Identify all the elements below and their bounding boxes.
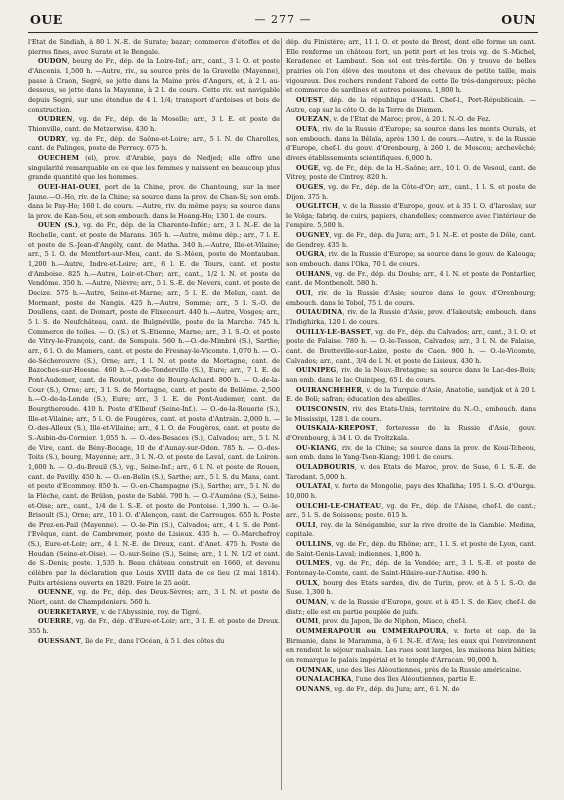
entry-headword: OUEI-HAI-OUEI xyxy=(38,182,99,191)
entry-headword: OUISKAIA-KREPOST xyxy=(296,424,376,433)
entry-text: , vg. de Fr., dép. de l'Aisne, chef-l. de cant.; arr., 5 l. S. de Soissons; poste. 615 h. xyxy=(286,501,536,520)
entry-headword: OUDREN xyxy=(38,115,73,124)
dictionary-entry xyxy=(286,617,536,627)
entry-text: , v. de la Russie d'Europe, gouv. et à 35 l. O. d'Iaroslav, sur le Volga; fabriq. de cuirs, papiers, chandelles; commerce avec l'intérieur de l'empire. 5,500 h. xyxy=(286,202,536,230)
entry-headword: OUDRY xyxy=(38,134,66,143)
dictionary-entry xyxy=(286,463,536,482)
entry-headword: OUENNE xyxy=(38,588,73,597)
dictionary-entry xyxy=(28,57,280,115)
entry-text: , dép. de la république d'Haïti. Chef-l., Port-Républicain. — Autre, cap sur la côte O. de la Terre de Diemen. xyxy=(286,95,536,114)
dictionary-entry xyxy=(28,183,280,222)
entry-text: , v. de la Russie d'Europe, gouv. et à 45 l. S. de Kiev, chef-l. de distr.; elle est en partie peuplée de juifs. xyxy=(286,598,536,616)
left-column xyxy=(28,38,280,790)
entry-headword: OUNANS xyxy=(296,684,331,693)
entry-headword: OUI xyxy=(296,289,311,298)
entry-text: , riv. de la Russie d'Asie, prov. d'Iakoutsk; embouch. dans l'Indighirka, 120 l. de cours. xyxy=(286,308,536,327)
entry-text: , v. de l'Etat de Maroc; prov., à 20 l. N.-O. de Fez. xyxy=(329,115,491,124)
column-divider xyxy=(281,38,282,790)
entry-headword: OULCHI-LE-CHATEAU xyxy=(296,501,382,510)
entry-text: , forteresse de la Russie d'Asie, gouv. d'Orenbourg, à 34 l. O. de Troïtzkaïa. xyxy=(286,424,536,442)
entry-headword: OUISCONSIN xyxy=(296,404,348,413)
entry-headword: OULATAI xyxy=(296,482,331,491)
entry-text: , vg. de Fr., dép. d'Eure-et-Loir; arr., 3 l. E. et poste de Dreux. 355 h. xyxy=(28,617,280,636)
dictionary-entry xyxy=(28,221,280,588)
entry-text: , vg. de Fr., dép. du Jura; arr., 6 l. N. de xyxy=(330,684,460,693)
entry-text: , bourg des Etats sardes, div. de Turin, prov. et à 5 l. S.-O. de Suse. 1,300 h. xyxy=(286,578,536,597)
dictionary-entry xyxy=(286,444,536,463)
entry-headword: OULMES xyxy=(296,559,330,568)
dictionary-entry xyxy=(28,637,280,647)
dictionary-entry xyxy=(28,135,280,154)
entry-headword: OUMAN xyxy=(296,598,327,607)
entry-text: , riv. de la Chine; sa source dans la prov. de Koui-Tcheou, son emb. dans le Yang-Tsen-Kiang; 100 l. de cours. xyxy=(286,443,536,462)
dictionary-entry xyxy=(28,115,280,134)
page-header xyxy=(28,10,538,33)
entry-headword: OUGLITCH xyxy=(296,202,339,211)
entry-text: , vg. de Fr., dép. du Calvados; arr., cant., 3 l. O. et poste de Falaise. 780 h. — O.-le-Tesson, Calvados; arr., 3 l. N. de Falaise, cant. de Bretteville-sur-Laize, poste de Caen. 900 h. — O.-le-Vicomte, Calvados; arr., cant., 3/4 de l. N. et poste de Lisieux. 430 h. xyxy=(286,327,536,365)
entry-text: , une des îles Aléoutiennes, près de la Russie américaine. xyxy=(332,665,522,674)
entry-text: , riv. de la Russie d'Europe; sa source dans les monts Ourals, et son embouch. dans la Bêlaïa, après 130 l. de cours.—Autre, v. de la Russie d'Europe, chef-l. du gouv. d'Orenbourg, à 260 l. de Moscou; archevêché; divers établissements scientifiques. 6,000 h. xyxy=(286,124,536,162)
entry-headword: OUGNEY xyxy=(296,231,330,240)
entry-text: , v. de l'Abyssinie, roy. de Tigré. xyxy=(96,607,202,616)
entry-text: , prov. du Japon, île de Niphon, Miaco, chef-l. xyxy=(318,617,467,626)
dictionary-entry xyxy=(286,502,536,521)
entry-text: , v. des Etats de Maroc, prov. de Suse, 6 l. S.-E. de Tarodant. 5,000 h. xyxy=(286,462,536,481)
running-head-right: OUN xyxy=(501,12,536,27)
entry-text: , vg. de Fr., dép. de la Moselle; arr., 3 l. E. et poste de Thionville, cant. de Metzerwise. 430 h. xyxy=(28,115,280,133)
dictionary-entry xyxy=(286,164,536,183)
entry-text: , v. forte et cap. de la Birmanie, dans le Maramma, à 6 l. N.-E. d'Ava; les eaux qui l'environnent en rendent le séjour malsain. Les rues sont larges, les maisons bien bâties; on remarque le palais impérial et le temple d'Arracan. 90,000 h. xyxy=(286,627,536,664)
dictionary-entry xyxy=(286,202,536,231)
running-head-left: OUE xyxy=(30,12,63,27)
entry-text: , riv. des Etats-Unis, territoire du N.-O., embouch. dans le Mississipi, 128 l. de cours. xyxy=(286,404,536,423)
dictionary-entry xyxy=(286,540,536,559)
entry-headword: OUGRA xyxy=(296,250,325,259)
entry-headword: OUMMERAPOUR ou UMMERAPOURA xyxy=(296,627,447,636)
entry-text: , vg. de Fr., dép. des Deux-Sèvres; arr., 3 l. N. et poste de Niort, cant. de Champdeniers. 560 h. xyxy=(28,588,280,607)
dictionary-entry xyxy=(286,125,536,164)
entry-headword: OUERKETARYE xyxy=(38,607,97,616)
entry-text: , vg. de Fr., dép. de la Côte-d'Or; arr., cant., 1 l. S. et poste de Dijon. 375 h. xyxy=(286,182,536,201)
entry-headword: OUIRANCHEHER xyxy=(296,385,362,394)
entry-headword: OULI xyxy=(296,520,316,529)
dictionary-entry xyxy=(286,115,536,125)
dictionary-entry xyxy=(286,231,536,250)
dictionary-entry xyxy=(286,183,536,202)
entry-headword: OUEZAN xyxy=(296,115,330,124)
entry-text: (el), prov. d'Arabie, pays de Nedjed; elle offre une singularité remarquable en ce que les femmes y naissent en beaucoup plus grande quantité que les hommes. xyxy=(28,153,280,182)
dictionary-entry xyxy=(286,289,536,308)
entry-headword: OUDON xyxy=(38,57,68,66)
entry-text: , bourg de Fr., dép. de la Loire-Inf.; arr., cant., 3 l. O. et poste d'Ancenis. 1,500 h. —Autre, riv., sa source près de la Gravelle (Mayenne), passe à Craon, Segré, se jette dans la Maine près d'Angers, et, à 2 l. au-dessous, se jette dans la Mayenne, à 2 l. de cours. Cette riv. est navigable depuis Segré, sur une étendue de 4 l. 1/4; transport d'ardoises et bois de construction. xyxy=(28,57,280,114)
dictionary-entry xyxy=(28,38,280,57)
entry-headword: OUIAUDINA xyxy=(296,308,343,317)
dictionary-entry xyxy=(28,617,280,636)
dictionary-entry xyxy=(286,270,536,289)
entry-headword: OUEN (S.) xyxy=(38,221,79,230)
entry-text: , riv. de la Russie d'Europe; sa source dans le gouv. de Kalouga; son embouch. dans l'Oka, 70 l. de cours. xyxy=(286,250,536,269)
entry-headword: OUHANS xyxy=(296,269,331,278)
dictionary-entry xyxy=(286,405,536,424)
dictionary-entry xyxy=(286,685,536,695)
entry-headword: OULLINS xyxy=(296,540,332,549)
entry-headword: OULADBOURIS xyxy=(296,462,355,471)
dictionary-entry xyxy=(286,328,536,367)
entry-text: , v. de la Turquie d'Asie, Anatolie, sandjak et à 20 l. E. de Boli; safran; éducation des abeilles. xyxy=(286,385,536,404)
dictionary-entry xyxy=(286,96,536,115)
dictionary-entry xyxy=(286,250,536,269)
entry-headword: OUILLY-LE-BASSET xyxy=(296,327,371,336)
dictionary-entry xyxy=(286,38,536,96)
dictionary-entry xyxy=(286,521,536,540)
dictionary-entry xyxy=(286,482,536,501)
entry-headword: OUEST xyxy=(296,95,323,104)
entry-headword: OUMI xyxy=(296,617,319,626)
entry-headword: OUESSANT xyxy=(38,636,81,645)
dictionary-entry xyxy=(28,154,280,183)
entry-text: , vg. de Fr., dép. du Doubs; arr., 4 l. N. et poste de Pontarlier, cant. de Montbenoît. 580 h. xyxy=(286,269,536,288)
dictionary-entry xyxy=(286,424,536,443)
entry-text: , port de la Chine, prov. de Chantoung, sur la mer Jaune.—O.-Ho, riv. de la Chine; sa source dans la prov. de Chan-Si; son emb. dans le Pay-Ho; 160 l. de cours. —Autre, riv. du même pays; sa source dans la prov. de Kan-Sou, et son embouch. dans le Hoang-Ho; 130 l. de cours. xyxy=(28,182,280,220)
entry-text: , vg. de Fr., dép. du Rhône; arr., 1 l. S. et poste de Lyon, cant. de Saint-Genis-Laval; indiennes. 1,800 h. xyxy=(286,540,536,558)
right-column xyxy=(286,38,536,790)
entry-headword: OUECHEM xyxy=(38,153,80,162)
entry-text: , v. forte de Mongolie, pays des Khalkha; 195 l. S.-O. d'Ourga. 10,000 h. xyxy=(286,482,536,500)
entry-headword: OULX xyxy=(296,578,318,587)
entry-text: , riv. de la Nouv.-Bretagne; sa source dans le Lac-des-Bois; son emb. dans le lac Ouinipeg, 65 l. de cours. xyxy=(286,366,536,384)
entry-headword: OUINIPEG xyxy=(296,366,337,375)
entry-text: , riv. de la Russie d'Asie; source dans le gouv. d'Orenbourg; embouch. dans le Tobol, 75 l. de cours. xyxy=(286,289,536,307)
dictionary-entry xyxy=(28,608,280,618)
entry-headword: OUNALACHKA xyxy=(296,675,352,684)
dictionary-entry xyxy=(286,308,536,327)
entry-headword: OUFA xyxy=(296,124,318,133)
entry-headword: OUGES xyxy=(296,182,324,191)
dictionary-entry xyxy=(286,598,536,617)
entry-text: , vg. de Fr., dép. de la H.-Saône; arr., 10 l. O. de Vesoul, cant. de Vitrey, poste de Cintrey. 820 h. xyxy=(286,163,536,182)
entry-text: , roy. de la Sénégambie, sur la rive droite de la Gambie. Medina, capitale. xyxy=(286,520,536,539)
page-number: — 277 — xyxy=(254,13,312,26)
dictionary-entry xyxy=(286,675,536,685)
entry-text: dép. du Finistère; arr., 11 l. O. et poste de Brest, dont elle forme un cant. Elle renferme un château fort, un petit port et les trois vg. de S.-Michel, Keradenec et Lambaut. Son sol est très-fertile. On y trouve de belles prairies où l'on élève des moutons et des chevaux de petite taille, mais vigoureux. Des rochers rendent l'abord de cette île très-dangereux; pêche et commerce de sardines et autres poissons. 1,800 h. xyxy=(286,38,536,95)
dictionary-entry xyxy=(286,627,536,666)
dictionary-entry xyxy=(286,666,536,676)
entry-text: , vg. de Fr., dép. de la Vendée; arr., 3 l. S.-E. et poste de Fontenay-le-Comte, cant. de Saint-Hilaire-sur-l'Autise. 490 h. xyxy=(286,559,536,578)
entry-text: , l'une des îles Aléoutiennes, partie E. xyxy=(351,675,477,684)
entry-text: l'Etat de Sindiah, à 80 l. N.-E. de Surate; bazar; commerce d'étoffes et de pierres fines, avec Surate et le Bengale. xyxy=(28,38,280,56)
entry-headword: OUGE xyxy=(296,163,319,172)
dictionary-entry xyxy=(286,559,536,578)
entry-text: , vg. de Fr., dép. de la Charente-Infér.; arr., 3 l. N.-E. de la Rochelle, cant. et poste de Marans. 365 h. —Autre, même dép.; arr., 7 l. E. et poste de S.-Jean-d'Angély, cant. de Matha. 340 h.—Autre, Ille-et-Vilaine; arr., 5 l. O. de Montfort-sur-Meu, cant. de S.-Méen, poste de Montauban. 1,200 h.—Autre, Indre-et-Loire; arr., 6 l. E. de Tours, cant. et poste d'Amboise. 825 h.—Autre, Loir-et-Cher; arr., cant., 1/2 l. N. et poste de Vendôme. 350 h. —Autre, Nièvre; arr., 5 l. S.-E. de Nevers, cant. et poste de Decize. 575 h.—Autre, Seine-et-Marne; arr., 5 l. E. de Melun, cant. de Mormant, poste de Nangis. 425 h.—Autre, Somme; arr., 5 l. S.-O. de Doullens, cant. de Domart, poste de Flixecourt. 440 h.—Autre, Vosges; arr., 5 l. S. de Neufchâteau, cant. de Bulgnéville, poste de la Marche. 745 h. Commerce de toiles. — O. (S.) et S.-Etienne, Marne; arr., 3 l. S.-O. et poste de Vitry-le-François, cant. de Sompuis. 560 h.—O.-de-Mimbré (S.), Sarthe; arr., 6 l. O. de Mamers, cant. et poste de Fresnay-le-Vicomte. 1,070 h. — O.-de-Sécherouvre (S.), Orne; arr., 1 l. N. et poste de Mortagne, cant. de Bazoches-sur-Hoesne. 460 h.—O.-de-Tonderville (S.), Eure; arr., 7 l. E. de Pont-Audemer, cant. de Routot, poste de Bourg-Achard. 800 h. — O.-de-la-Cour (S.), Orne; arr., 3 l. S. de Mortagne, cant. et poste de Bellême. 2,500 h.—O.-de-la-Londe (S.), Eure; arr., 3 l. E. de Pont-Audemer, cant. de Bourgtheroude. 410 h. Poste d'Elbeuf (Seine-Inf.). — O.-de-la-Rouerie (S.), Ille-et-Vilaine; arr., 5 l. O. de Fougères, cant. et poste d'Antrain. 2,000 h. — O.-des-Alleux (S.), Ille-et-Vilaine; arr., 4 l. O. de Fougères, cant. et poste de S.-Aubin-du-Cormier. 1,055 h. — O.-des-Besaces (S.), Calvados; arr., 5 l. N. de Vire, cant. de Bény-Bocage, 10 de d'Aunay-sur-Odon. 785 h. — O.-des-Toits (S.), bourg, Mayenne; arr., 3 l. N.-O. et poste de Laval, cant. de Loiron. 1,600 h. — O.-du-Breuil (S.), vg., Seine-Inf.; arr., 6 l. N. et poste de Rouen, cant. de Pavilly. 450 h. — O.-en-Belin (S.), Sarthe; arr., 5 l. S. du Mans, cant. et poste d'Ecommoy. 850 h. — O.-en-Champagne (S.), Sarthe; arr., 5 l. N. de la Flèche, cant. de Brûlon, poste de Sablé. 790 h. — O.-l'Aumône (S.), Seine-et-Oise; arr., cant., 1/4 de l. S.-E. et poste de Pontoise. 1,390 h. — O.-le-Brisoult (S.), Orne; arr., 10 l. O. d'Alençon, cant. de Carrouges. 655 h. Poste de Prez-en-Pail (Mayenne). — O.-le-Pin (S.), Calvados; arr., 4 l. S. de Pont-l'Evêque, cant. de Cambremer, poste de Lisieux. 435 h. — O.-Marchefroy (S.), Eure-et-Loir; arr., 4 l. N.-E. de Dreux, cant. d'Anet. 475 h. Poste de Houdan (Seine-et-Oise). — O.-sur-Seine (S.), Seine; arr., 1 l. N. 1/2 et cant. de S.-Denis; poste. 1,535 h. Beau château construit en 1660, et devenu célèbre par la déclaration que Louis XVIII data de ce lieu (2 mai 1814). Puits artésiens ouverts en 1829. Foire le 25 août. xyxy=(28,221,280,587)
entry-headword: OUMNAK xyxy=(296,665,333,674)
entry-text: , vg. de Fr., dép. du Jura; arr., 5 l. N.-E. et poste de Dôle, cant. de Gendrey. 435 h. xyxy=(286,231,536,249)
dictionary-entry xyxy=(286,579,536,598)
dictionary-entry xyxy=(286,366,536,385)
dictionary-entry xyxy=(286,386,536,405)
entry-headword: OUERRE xyxy=(38,617,72,626)
dictionary-entry xyxy=(28,588,280,607)
entry-text: , île de Fr., dans l'Océan, à 5 l. des côtes du xyxy=(80,636,225,645)
entry-headword: OU-KIANG xyxy=(296,443,337,452)
entry-text: , vg. de Fr., dép. de Saône-et-Loire; arr., 5 l. N. de Charolles, cant. de Palinges, poste de Perrecy. 675 h. xyxy=(28,134,280,153)
